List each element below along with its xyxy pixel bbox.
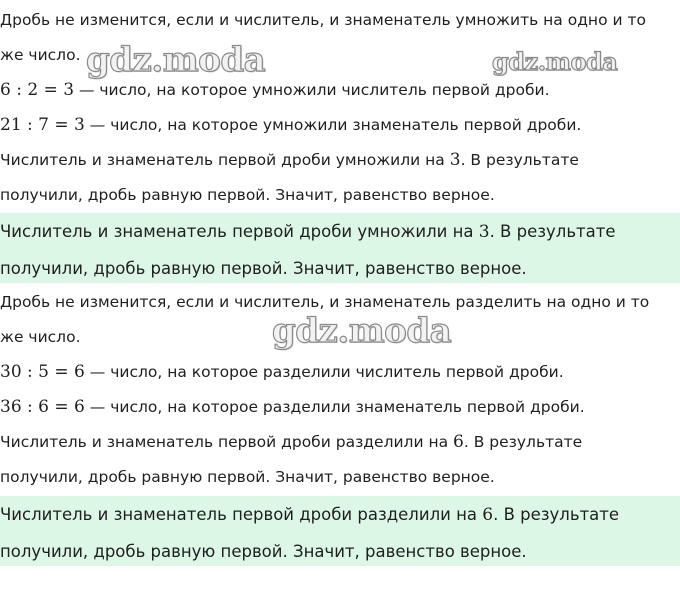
answer2-line1 xyxy=(0,505,619,525)
equation-explanation: — число, на которое умножили знаменатель первой дроби. xyxy=(84,116,582,134)
part2-equation2 xyxy=(0,397,585,417)
answer2-line2: получили, дробь равную первой. Значит, равенство верное. xyxy=(0,542,527,561)
equation-explanation: — число, на которое умножили числитель первой дроби. xyxy=(74,81,550,99)
part2-equation1 xyxy=(0,362,564,382)
part1-intro-line2: же число. xyxy=(0,46,81,64)
part1-conclusion-line1 xyxy=(0,150,579,170)
conclusion-text: . В результате xyxy=(463,433,583,451)
part1-conclusion-line2: получили, дробь равную первой. Значит, равенство верное. xyxy=(0,186,495,204)
conclusion-text: Числитель и знаменатель первой дроби разделили на xyxy=(0,433,454,451)
equation-expression: 36 : 6 = 6 xyxy=(0,397,85,417)
conclusion-number: 6 xyxy=(453,432,464,452)
answer-text: . В результате xyxy=(493,505,620,524)
part1-equation1 xyxy=(0,80,550,100)
conclusion-text: Числитель и знаменатель первой дроби умножили на xyxy=(0,151,450,169)
part2-intro-line2: же число. xyxy=(0,328,81,346)
part2-conclusion-line1 xyxy=(0,432,582,452)
equation-explanation: — число, на которое разделили числитель первой дроби. xyxy=(84,363,564,381)
answer-number: 6 xyxy=(482,505,494,525)
answer1-highlight xyxy=(0,213,680,283)
part1-equation2 xyxy=(0,115,581,135)
equation-explanation: — число, на которое разделили знаменатель первой дроби. xyxy=(84,398,585,416)
part1-intro-line1: Дробь не изменится, если и числитель, и знаменатель умножить на одно и то xyxy=(0,11,646,29)
answer-text: Числитель и знаменатель первой дроби разделили на xyxy=(0,505,483,524)
answer1-line1 xyxy=(0,222,616,242)
answer-number: 3 xyxy=(478,222,490,242)
watermark-logo: gdz.moda xyxy=(492,47,618,76)
answer2-highlight xyxy=(0,496,680,566)
conclusion-number: 3 xyxy=(449,150,461,170)
part2-intro-line1: Дробь не изменится, если и числитель, и знаменатель разделить на одно и то xyxy=(0,293,650,311)
answer-text: . В результате xyxy=(489,222,616,241)
watermark-logo: gdz.moda xyxy=(86,40,266,80)
answer1-line2: получили, дробь равную первой. Значит, равенство верное. xyxy=(0,259,527,278)
watermark-logo: gdz.moda xyxy=(272,311,452,351)
equation-expression: 6 : 2 = 3 xyxy=(0,80,75,100)
part2-conclusion-line2: получили, дробь равную первой. Значит, равенство верное. xyxy=(0,468,495,486)
equation-expression: 21 : 7 = 3 xyxy=(0,115,85,135)
answer-text: Числитель и знаменатель первой дроби умножили на xyxy=(0,222,479,241)
equation-expression: 30 : 5 = 6 xyxy=(0,362,85,382)
conclusion-text: . В результате xyxy=(460,151,579,169)
